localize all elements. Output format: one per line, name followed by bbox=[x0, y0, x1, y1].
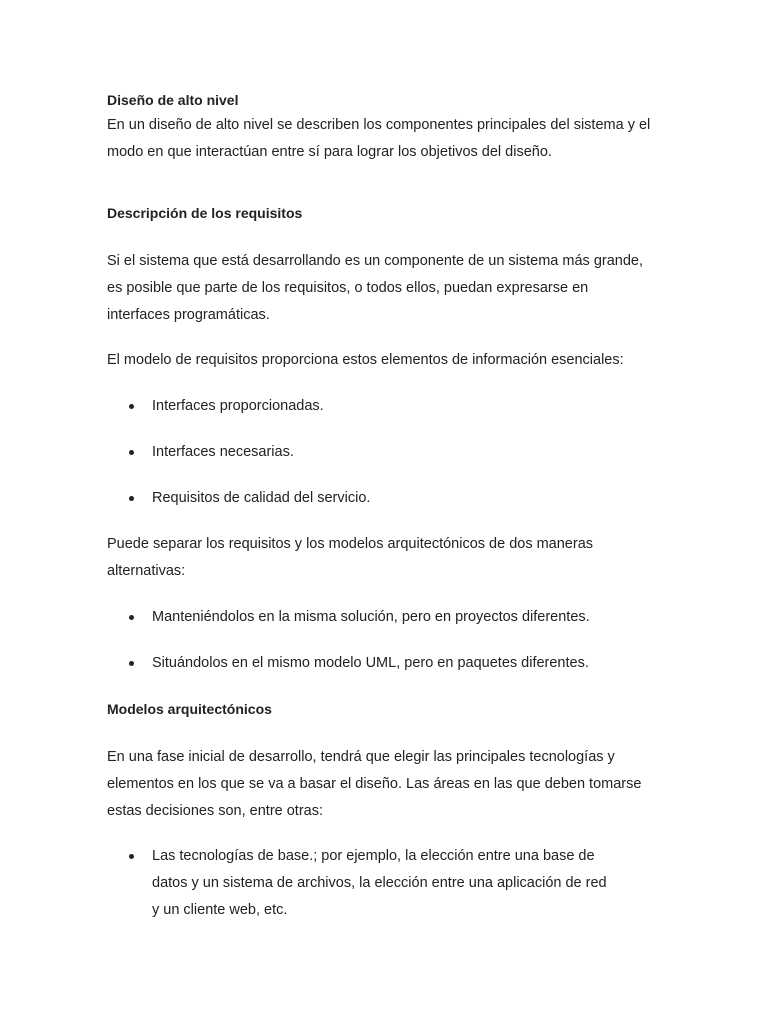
paragraph-modelos-arquitectonicos: En una fase inicial de desarrollo, tendrá que elegir las principales tecnologías y elementos en los que se va a basar el diseño. Las áreas en las que deben tomarse estas decisiones son, entre otras: bbox=[107, 749, 642, 819]
bullet-list-separacion bbox=[107, 604, 667, 677]
list-item bbox=[107, 843, 612, 924]
bullet-list-requisitos bbox=[107, 393, 667, 512]
list-item bbox=[107, 604, 667, 631]
list-item-text: Situándolos en el mismo modelo UML, pero en paquetes diferentes. bbox=[152, 655, 589, 671]
list-item-text: Interfaces proporcionadas. bbox=[152, 398, 324, 414]
list-item bbox=[107, 393, 667, 420]
list-item bbox=[107, 485, 667, 512]
bullet-dot-icon bbox=[129, 661, 134, 666]
bullet-list-tecnologias bbox=[107, 843, 667, 924]
paragraph-requisitos-1: Si el sistema que está desarrollando es un componente de un sistema más grande, es posible que parte de los requisitos, o todos ellos, puedan expresarse en interfaces programáticas. bbox=[107, 253, 644, 323]
list-item-text: Interfaces necesarias. bbox=[152, 444, 294, 460]
document-page bbox=[107, 90, 667, 924]
bullet-dot-icon bbox=[129, 496, 134, 501]
bullet-dot-icon bbox=[129, 450, 134, 455]
paragraph-alto-nivel: En un diseño de alto nivel se describen los componentes principales del sistema y el modo en que interactúan entre sí para lograr los objetivos del diseño. bbox=[107, 117, 651, 160]
list-item-text: Las tecnologías de base.; por ejemplo, la elección entre una base de datos y un sistema de archivos, la elección entre una aplicación de red y un cliente web, etc. bbox=[152, 848, 607, 918]
paragraph-requisitos-2: El modelo de requisitos proporciona estos elementos de información esenciales: bbox=[107, 352, 624, 368]
list-item-text: Manteniéndolos en la misma solución, pero en proyectos diferentes. bbox=[152, 609, 590, 625]
list-item-text: Requisitos de calidad del servicio. bbox=[152, 490, 371, 506]
list-item bbox=[107, 439, 667, 466]
list-item bbox=[107, 650, 667, 677]
heading-requisitos: Descripción de los requisitos bbox=[107, 205, 303, 221]
heading-modelos-arquitectonicos: Modelos arquitectónicos bbox=[107, 701, 272, 717]
heading-alto-nivel: Diseño de alto nivel bbox=[107, 92, 239, 108]
bullet-dot-icon bbox=[129, 615, 134, 620]
paragraph-requisitos-3: Puede separar los requisitos y los modelos arquitectónicos de dos maneras alternativas: bbox=[107, 536, 594, 579]
bullet-dot-icon bbox=[129, 404, 134, 409]
bullet-dot-icon bbox=[129, 854, 134, 859]
